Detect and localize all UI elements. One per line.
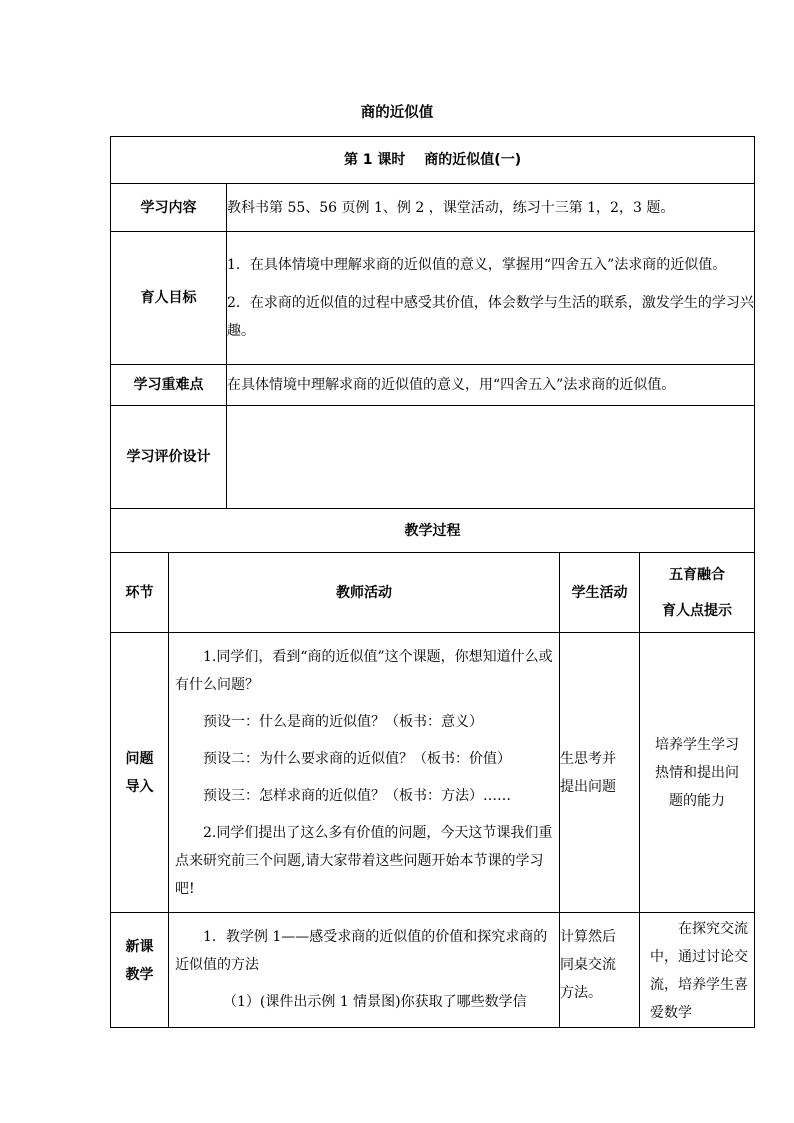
teacher-activity (169, 633, 560, 913)
teacher-paragraph: （1）(课件出示例 1 情景图)你获取了哪些数学信 (223, 994, 527, 1010)
teacher-activity (169, 913, 560, 1028)
document-title: 商的近似值 (360, 105, 434, 121)
teacher-paragraph: 预设一：什么是商的近似值？（板书：意义） (203, 713, 483, 730)
stage-label: 问题 (125, 750, 154, 767)
stage-header: 环节 (111, 553, 169, 633)
teacher-header: 教师活动 (169, 553, 560, 633)
tip-cell: 在探究交流中，通过讨论交流，培养学生喜爱数学 (640, 913, 755, 1028)
student-line: 生思考并 (560, 750, 616, 767)
lesson-plan-table (110, 136, 755, 1028)
teacher-paragraph: 1．教学例 1——感受求商的近似值的价值和探究求商的近似值的方法 (175, 929, 548, 973)
tip-line: 题的能力 (669, 792, 726, 809)
student-line: 方法。 (560, 985, 602, 1001)
tip-cell (640, 633, 755, 913)
stage-cell (111, 633, 169, 913)
tip-line: 热情和提出问 (655, 764, 740, 781)
stage-label: 导入 (125, 778, 154, 795)
stage-cell (111, 913, 169, 1028)
tip-header-line: 育人点提示 (662, 602, 733, 619)
eval-value (227, 406, 755, 509)
student-activity (560, 633, 640, 913)
student-line: 计算然后 (560, 929, 616, 945)
content-label: 学习内容 (111, 184, 227, 232)
key-label: 学习重难点 (111, 365, 227, 406)
tip-line: 培养学生学习 (655, 736, 740, 753)
goal-label: 育人目标 (111, 232, 227, 365)
student-line: 同桌交流 (560, 957, 616, 973)
student-header: 学生活动 (560, 553, 640, 633)
content-value: 教科书第 55、56 页例 1、例 2 ，课堂活动，练习十三第 1，2，3 题。 (227, 184, 755, 232)
teacher-paragraph: 预设三：怎样求商的近似值？（板书：方法）…… (203, 787, 511, 804)
goal-item: 2．在求商的近似值的过程中感受其价值，体会数学与生活的联系，激发学生的学习兴趣。 (227, 295, 754, 339)
student-activity (560, 913, 640, 1028)
goal-item: 1．在具体情境中理解求商的近似值的意义，掌握用“四舍五入”法求商的近似值。 (227, 257, 727, 273)
key-value: 在具体情境中理解求商的近似值的意义，用“四舍五入”法求商的近似值。 (227, 365, 755, 406)
process-title: 教学过程 (111, 509, 755, 553)
stage-label: 新课 (125, 939, 154, 955)
eval-label: 学习评价设计 (111, 406, 227, 509)
tip-header-line: 五育融合 (669, 566, 726, 583)
lesson-header: 第 1 课时 商的近似值(一) (111, 137, 755, 184)
teacher-paragraph: 2.同学们提出了这么多有价值的问题，今天这节课我们重点来研究前三个问题,请大家带着这些问题开始本节课的学习吧! (175, 824, 553, 897)
student-line: 提出问题 (560, 778, 616, 795)
stage-label: 教学 (125, 967, 154, 983)
teacher-paragraph: 预设二：为什么要求商的近似值？（板书：价值） (203, 750, 511, 767)
goal-value (227, 232, 755, 365)
teacher-paragraph: 1.同学们，看到“商的近似值”这个课题，你想知道什么或有什么问题？ (175, 648, 553, 693)
tip-header (640, 553, 755, 633)
